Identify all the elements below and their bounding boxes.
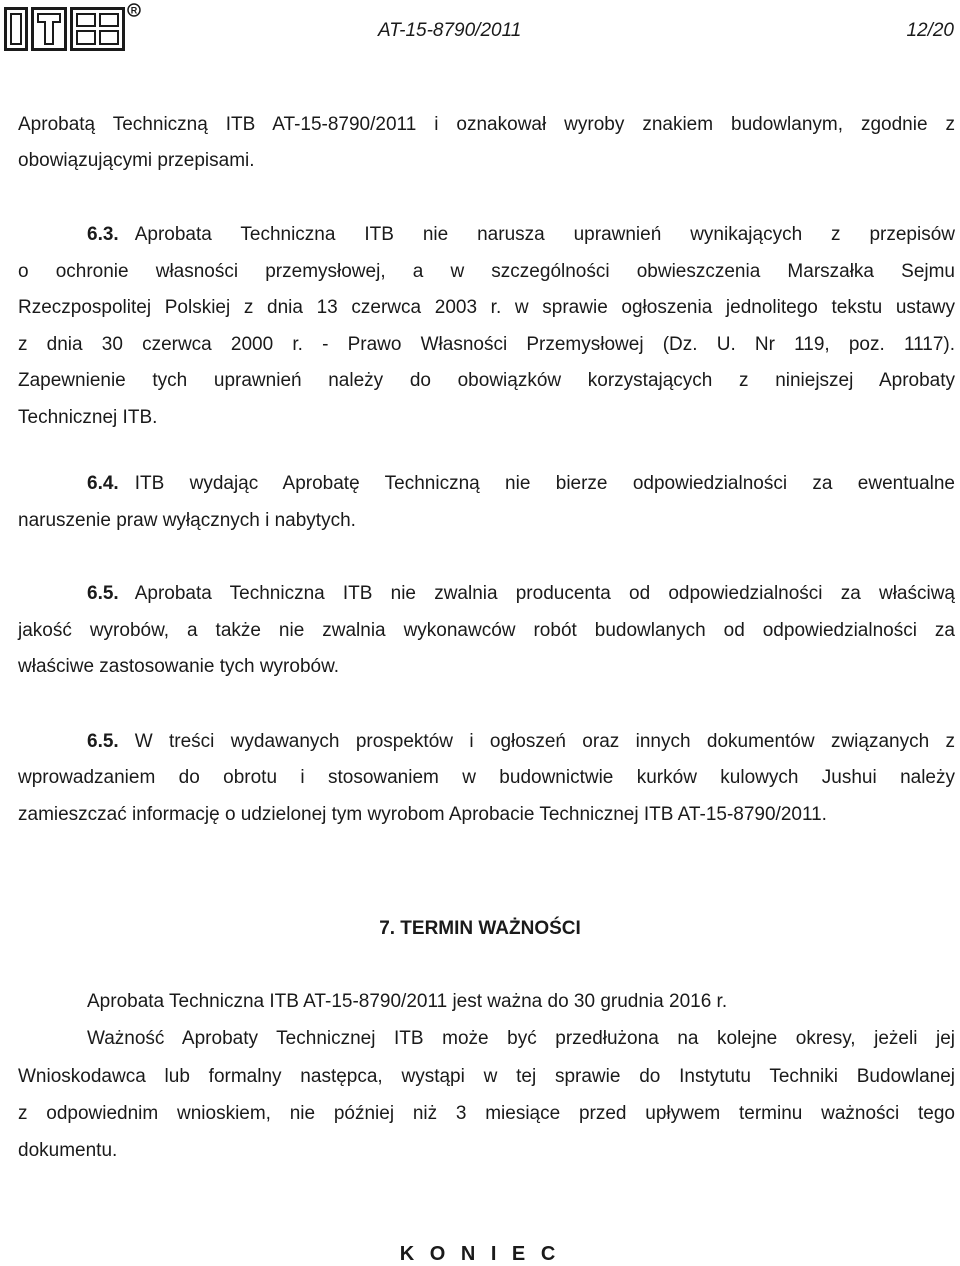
paragraph-text: W treści wydawanych prospektów i ogłoszeń oraz innych dokumentów związanych z [134,731,955,752]
paragraph-6-3-line-5: Zapewnienie tych uprawnień należy do obowiązków korzystających z niniejszej Aprobaty [18,370,955,391]
validity-extension-line-3: z odpowiednim wnioskiem, nie później niż 3 miesiące przed upływem terminu ważności tego [18,1103,955,1124]
paragraph-6-5a-line-2: jakość wyrobów, a także nie zwalnia wykonawców robót budowlanych od odpowiedzialności za [18,620,955,641]
paragraph-6-3-line-1 [87,225,955,244]
section-title-termin-waznosci: 7. TERMIN WAŻNOŚCI [379,918,581,939]
paragraph-6-5b-line-3: zamieszczać informację o udzielonej tym wyrobom Aprobacie Technicznej ITB AT-15-8790/2011. [18,804,827,825]
validity-extension-line-1: Ważność Aprobaty Technicznej ITB może być przedłużona na kolejne okresy, jeżeli jej [87,1028,955,1049]
paragraph-number: 6.5. [87,583,119,604]
paragraph-6-3-line-6: Technicznej ITB. [18,407,158,428]
header-page-number: 12/20 [906,20,954,41]
page-header [0,0,960,60]
document-end-marker: K O N I E C [399,1243,561,1265]
paragraph-number: 6.5. [87,731,119,752]
paragraph-6-3-line-3: Rzeczpospolitej Polskiej z dnia 13 czerwca 2003 r. w sprawie ogłoszenia jednolitego tekstu ustawy [18,297,955,318]
paragraph-6-4-line-2: naruszenie praw wyłącznych i nabytych. [18,510,356,531]
svg-text:R: R [130,5,138,16]
paragraph-text: ITB wydając Aprobatę Techniczną nie bierze odpowiedzialności za ewentualne [134,473,955,494]
validity-extension-line-2: Wnioskodawca lub formalny następca, wystąpi w tej sprawie do Instytutu Techniki Budowlanej [18,1066,955,1087]
paragraph-6-5a-line-3: właściwe zastosowanie tych wyrobów. [18,656,340,677]
intro-line-2: obowiązującymi przepisami. [18,150,255,171]
itb-logo [4,2,144,57]
paragraph-number: 6.4. [87,473,119,494]
paragraph-6-3-line-4: z dnia 30 czerwca 2000 r. - Prawo Własności Przemysłowej (Dz. U. Nr 119, poz. 1117). [18,334,955,355]
paragraph-number: 6.3. [87,224,119,245]
paragraph-6-5b-line-2: wprowadzaniem do obrotu i stosowaniem w budownictwie kurków kulowych Jushui należy [18,767,955,788]
validity-extension-line-4: dokumentu. [18,1140,118,1161]
intro-line-1: Aprobatą Techniczną ITB AT-15-8790/2011 i oznakował wyroby znakiem budowlanym, zgodnie z [18,114,955,135]
paragraph-6-5a-line-1 [87,584,955,603]
paragraph-6-3-line-2: o ochronie własności przemysłowej, a w szczególności obwieszczenia Marszałka Sejmu [18,261,955,282]
paragraph-6-5b-line-1 [87,732,955,751]
paragraph-text: Aprobata Techniczna ITB nie zwalnia producenta od odpowiedzialności za właściwą [134,583,955,604]
validity-statement: Aprobata Techniczna ITB AT-15-8790/2011 jest ważna do 30 grudnia 2016 r. [87,991,728,1012]
header-document-number: AT-15-8790/2011 [378,20,522,41]
paragraph-6-4-line-1 [87,474,955,493]
paragraph-text: Aprobata Techniczna ITB nie narusza uprawnień wynikających z przepisów [134,224,955,245]
